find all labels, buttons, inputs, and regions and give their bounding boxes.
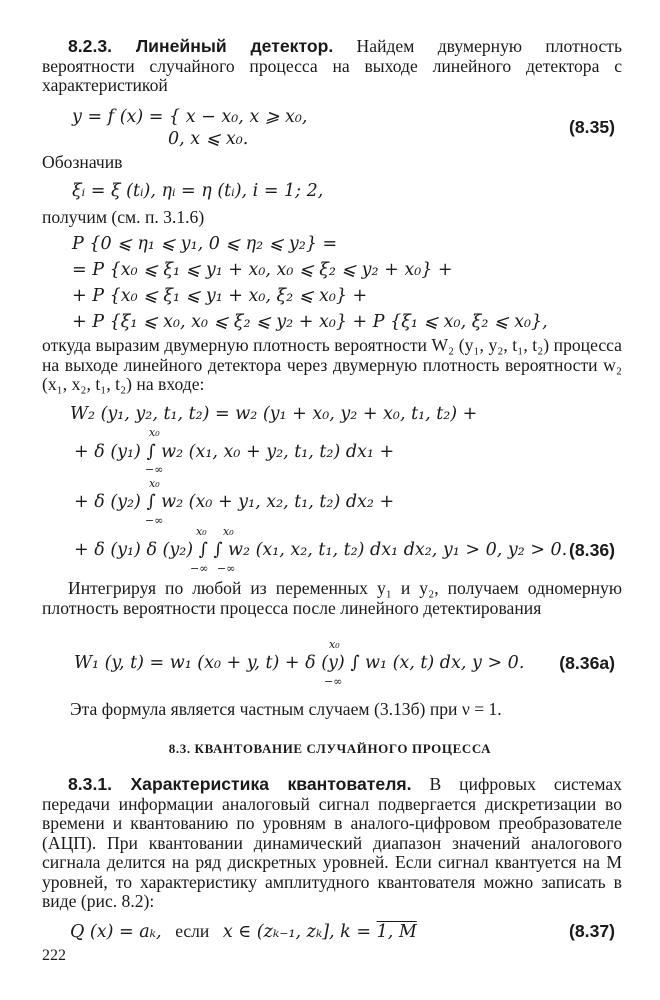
equation-number-8-37: (8.37): [569, 921, 615, 941]
equation-prob-line4: + P {ξ₁ ⩽ x₀, x₀ ⩽ ξ₂ ⩽ y₂ + x₀} + P {ξ₁ ⩽ x₀, ξ₂ ⩽ x₀},: [72, 312, 548, 332]
section-heading-8-3: 8.3. КВАНТОВАНИЕ СЛУЧАЙНОГО ПРОЦЕССА: [168, 741, 492, 756]
integral-lower-limit: −∞: [145, 514, 164, 527]
equation-line: y = f (x) = { x − x₀, x ⩾ x₀,: [72, 107, 308, 127]
integral-upper-limit: x₀: [196, 525, 207, 538]
equation-8-35: [72, 107, 308, 127]
paragraph-8-2-3: [42, 37, 622, 96]
equation-8-36-line4: + δ (y₁) δ (y₂) ∫ ∫ w₂ (x₁, x₂, t₁, t₂) dx₁ dx₂, y₁ > 0, y₂ > 0.: [74, 540, 568, 560]
equation-8-36a: W₁ (y, t) = w₁ (x₀ + y, t) + δ (y) ∫ w₁ (x, t) dx, y > 0.: [74, 653, 525, 673]
subsection-heading-8-2-3: 8.2.3. Линейный детектор.: [68, 36, 334, 56]
equation-line: 0, x ⩽ x₀.: [168, 129, 249, 149]
equation-range-overlined: 1, M: [376, 922, 417, 942]
equation-8-36-line2: + δ (y₁) ∫ w₂ (x₁, x₀ + y₂, t₁, t₂) dx₁ +: [74, 442, 395, 462]
paragraph-otkuda: откуда выразим двумерную плотность вероятности W₂ (y₁, y₂, t₁, t₂) процесса на выходе линейного детектора через двумерную плотность вероятности w₂ (x₁, x₂, t₁, t₂) на входе:: [42, 335, 622, 394]
integral-upper-limit: x₀: [149, 477, 160, 490]
paragraph-text: Найдем двумерную плотность вероятности случайного процесса на выходе линейного детектора с характеристикой: [42, 36, 622, 95]
integral-upper-limit: x₀: [329, 638, 340, 651]
integral-lower-limit: −∞: [190, 562, 209, 575]
paragraph-text: В цифровых системах передачи информации аналоговый сигнал подвергается дискретизации во времени и квантованию по уровням в аналого-цифровом преобразователе (АЦП). При квантовании динамический диапазон значений аналогового сигнала делится на ряд дискретных уровней. Если сигнал квантуется на M уровней, то характеристику амплитудного квантователя можно записать в виде (рис. 8.2):: [42, 774, 622, 911]
equation-8-36-line1: W₂ (y₁, y₂, t₁, t₂) = w₂ (y₁ + x₀, y₂ + x₀, t₁, t₂) +: [70, 404, 478, 424]
paragraph-integrating: Интегрируя по любой из переменных y₁ и y₂, получаем одномерную плотность вероятности процесса после линейного детектирования: [42, 578, 622, 618]
equation-number-8-36: (8.36): [569, 540, 615, 560]
text-poluchim: получим (см. п. 3.1.6): [42, 207, 205, 227]
equation-prob-line3: + P {x₀ ⩽ ξ₁ ⩽ y₁ + x₀, ξ₂ ⩽ x₀} +: [72, 286, 368, 306]
integral-upper-limit: x₀: [223, 525, 234, 538]
equation-8-36-line3: + δ (y₂) ∫ w₂ (x₀ + y₁, x₂, t₁, t₂) dx₂ +: [74, 492, 395, 512]
equation-lhs: Q (x) = aₖ,: [70, 922, 162, 942]
equation-number-8-36a: (8.36а): [559, 653, 615, 673]
equation-number-8-35: (8.35): [569, 117, 615, 137]
subsection-heading-8-3-1: 8.3.1. Характеристика квантователя.: [68, 774, 412, 794]
integral-lower-limit: −∞: [217, 562, 236, 575]
equation-esli: если: [175, 921, 210, 941]
equation-prob-line2: = P {x₀ ⩽ ξ₁ ⩽ y₁ + x₀, x₀ ⩽ ξ₂ ⩽ y₂ + x₀} +: [72, 260, 453, 280]
integral-lower-limit: −∞: [324, 675, 343, 688]
equation-definitions: ξᵢ = ξ (tᵢ), ηᵢ = η (tᵢ), i = 1; 2,: [72, 181, 324, 201]
page-number: 222: [42, 947, 66, 964]
text-special-case: Эта формула является частным случаем (3.13б) при ν = 1.: [70, 699, 502, 719]
paragraph-8-3-1: [42, 775, 622, 912]
integral-lower-limit: −∞: [145, 463, 164, 476]
integral-upper-limit: x₀: [149, 426, 160, 439]
equation-8-37: [70, 921, 417, 942]
equation-prob-line1: P {0 ⩽ η₁ ⩽ y₁, 0 ⩽ η₂ ⩽ y₂} =: [72, 234, 338, 254]
equation-rhs: x ∈ (zₖ₋₁, zₖ], k =: [222, 922, 377, 942]
equation-8-35-case2: [168, 129, 248, 149]
text-oboznachiv: Обозначив: [42, 152, 123, 172]
